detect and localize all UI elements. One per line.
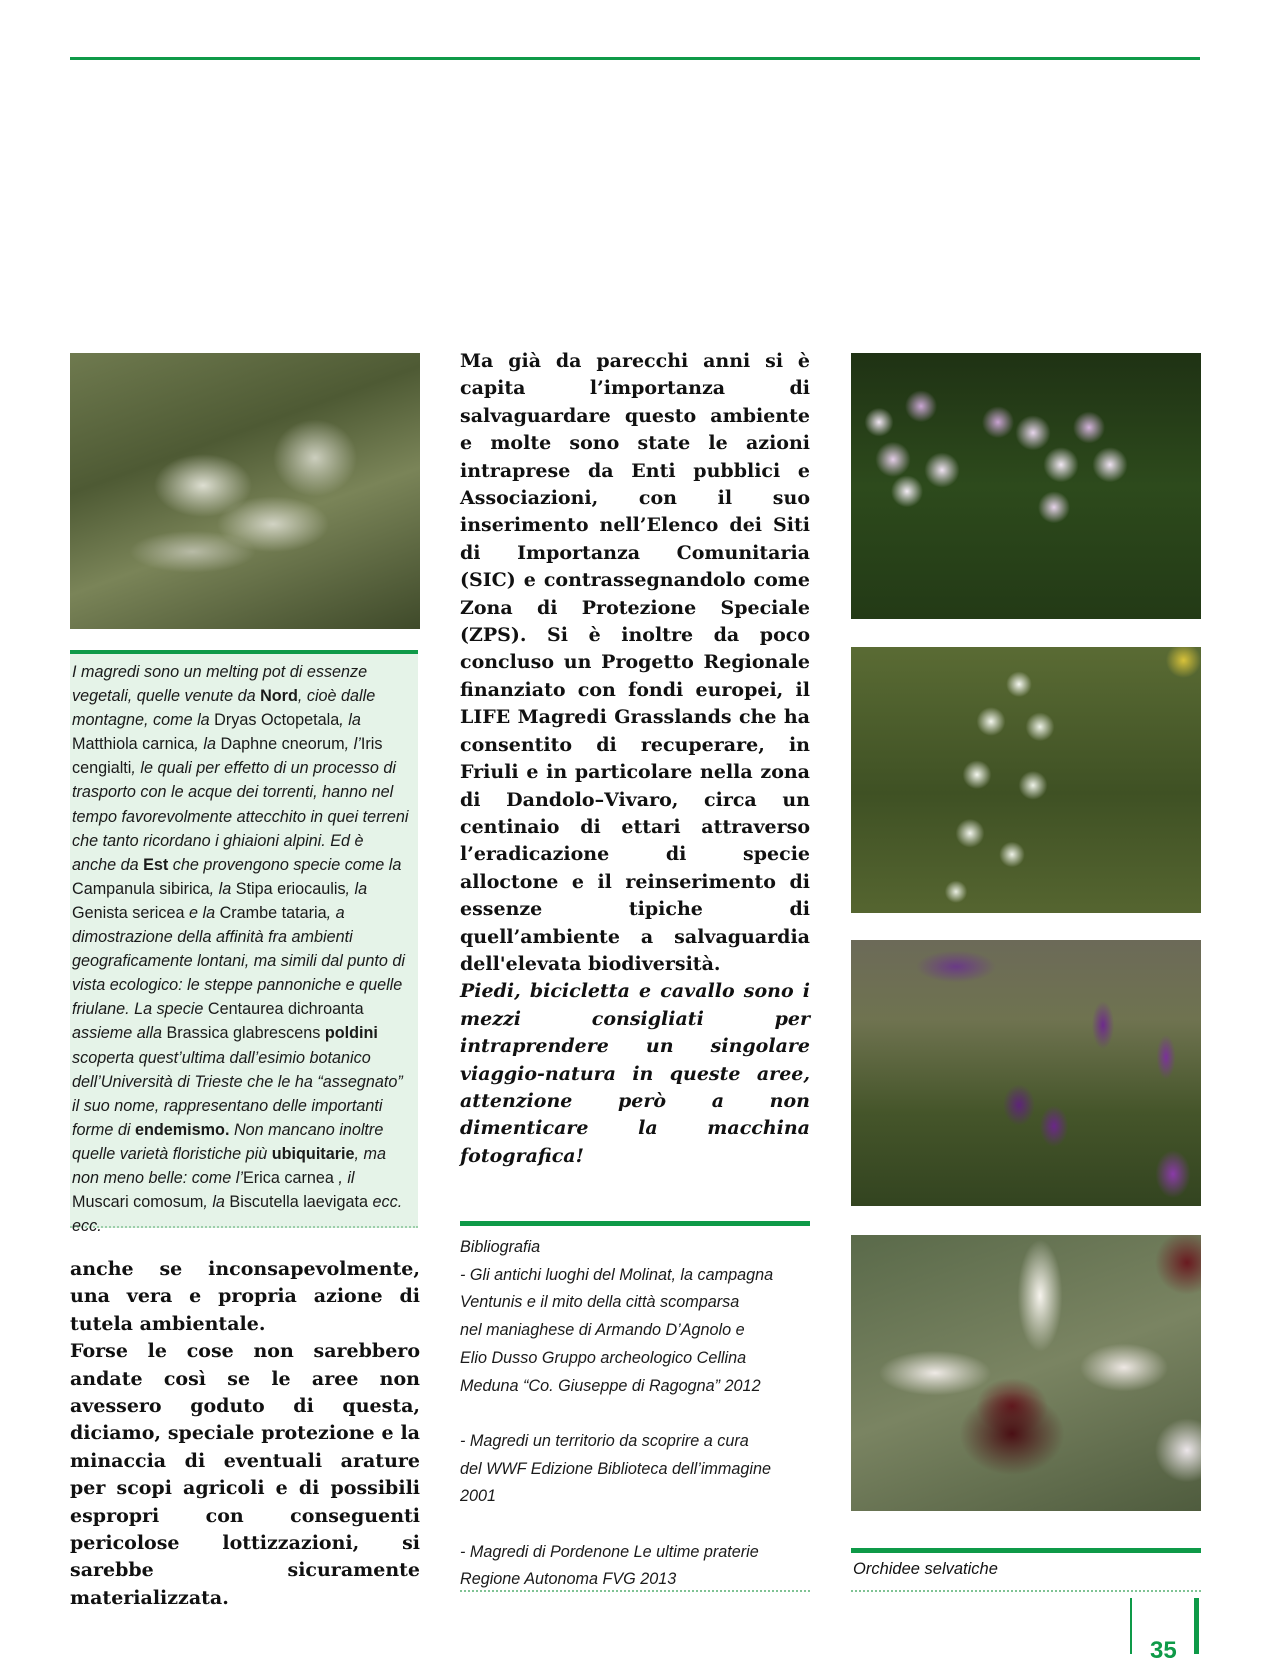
bibliography-line: del WWF Edizione Biblioteca dell’immagine <box>460 1459 771 1478</box>
pink-orchid-photo <box>851 353 1201 619</box>
feather-grass-photo <box>70 353 420 629</box>
column-2-text <box>460 348 810 1170</box>
page-number-left-rule <box>1130 1598 1132 1654</box>
bibliography-title: Bibliografia <box>460 1238 541 1256</box>
bibliography-line <box>460 1400 810 1428</box>
page-number: 35 <box>1150 1637 1177 1664</box>
photo-caption: Orchidee selvatiche <box>853 1560 998 1578</box>
bibliography-line: Elio Dusso Gruppo archeologico Cellina <box>460 1348 747 1367</box>
column-1-paragraph-2: Forse le cose non sarebbero andate così se le aree non avessero goduto di questa, diciamo, speciale protezione e la minaccia di eventuali arature per scopi agricoli e di possibili espropri con conseguenti pericolose lottizzazioni, si sarebbe sicuramente materializzata. <box>70 1340 420 1609</box>
bibliography <box>460 1234 810 1594</box>
caption-box: I magredi sono un melting pot di essenze vegetali, quelle venute da Nord, cioè dalle montagne, come la Dryas Octopetala, la Matthiola carnica, la Daphne cneorum, l’Iris cengialti, le quali per effetto di un processo di trasporto con le acque dei torrenti, hanno nel tempo favorevolmente attecchito in quei terreni che tanto ricordano i ghiaioni alpini. Ed è anche da Est che provengono specie come la Campanula sibirica, la Stipa eriocaulis, la Genista sericea e la Crambe tataria, a dimostrazione della affinità fra ambienti geograficamente lontani, ma simili dal punto di vista ecologico: le steppe pannoniche e quelle friulane. La specie Centaurea dichroanta assieme alla Brassica glabrescens poldini scoperta quest’ultima dall’esimio botanico dell’Università di Trieste che le ha “assegnato” il suo nome, rappresentano delle importanti forme di endemismo. Non mancano inoltre quelle varietà floristiche più ubiquitarie, ma non meno belle: come l’Erica carnea , il Muscari comosum, la Biscutella laevigata ecc. ecc. <box>70 654 418 1228</box>
purple-orchid-photo <box>851 940 1201 1206</box>
column-1-paragraph-1: anche se inconsapevolmente, una vera e propria azione di tutela ambientale. <box>70 1258 420 1335</box>
photo-caption-bar <box>851 1548 1201 1553</box>
bibliography-line: - Magredi di Pordenone Le ultime praterie <box>460 1542 759 1561</box>
photo-caption-dotted-rule <box>851 1590 1201 1592</box>
column-2-paragraph-2: Piedi, bicicletta e cavallo sono i mezzi consigliati per intraprendere un singolare viaggio-natura in queste aree, attenzione però a non dimenticare la macchina fotografica! <box>460 980 810 1167</box>
bibliography-line <box>460 1511 810 1539</box>
bibliography-top-bar <box>460 1221 810 1226</box>
bibliography-line: Regione Autonoma FVG 2013 <box>460 1570 677 1589</box>
bibliography-line: 2001 <box>460 1487 497 1506</box>
column-2-paragraph-1: Ma già da parecchi anni si è capita l’importanza di salvaguardare questo ambiente e molte sono state le azioni intraprese da Enti pubblici e Associazioni, con il suo inserimento nell’Elenco dei Siti di Importanza Comunitaria (SIC) e contrassegnandolo come Zona di Protezione Speciale (ZPS). Si è inoltre da poco concluso un Progetto Regionale finanziato con fondi europei, il LIFE Magredi Grasslands che ha consentito di recuperare, in Friuli e in particolare nella zona di Dandolo–Vivaro, circa un centinaio di ettari attraverso l’eradicazione di specie alloctone e il reinserimento di essenze tipiche di quell’ambiente a salvaguardia dell'elevata biodiversità. <box>460 350 810 975</box>
bibliography-line: nel maniaghese di Armando D’Agnolo e <box>460 1321 745 1340</box>
bibliography-line: Ventunis e il mito della città scomparsa <box>460 1293 740 1312</box>
bibliography-line: - Magredi un territorio da scoprire a cura <box>460 1431 749 1450</box>
page-number-right-bar <box>1194 1598 1199 1654</box>
bibliography-line: - Gli antichi luoghi del Molinat, la campagna <box>460 1265 774 1284</box>
bibliography-line: Meduna “Co. Giuseppe di Ragogna” 2012 <box>460 1376 761 1395</box>
ophrys-orchid-photo <box>851 1235 1201 1511</box>
top-rule <box>70 57 1200 60</box>
white-orchid-photo <box>851 647 1201 913</box>
column-1-text <box>70 1256 420 1612</box>
bibliography-dotted-rule <box>460 1590 810 1592</box>
